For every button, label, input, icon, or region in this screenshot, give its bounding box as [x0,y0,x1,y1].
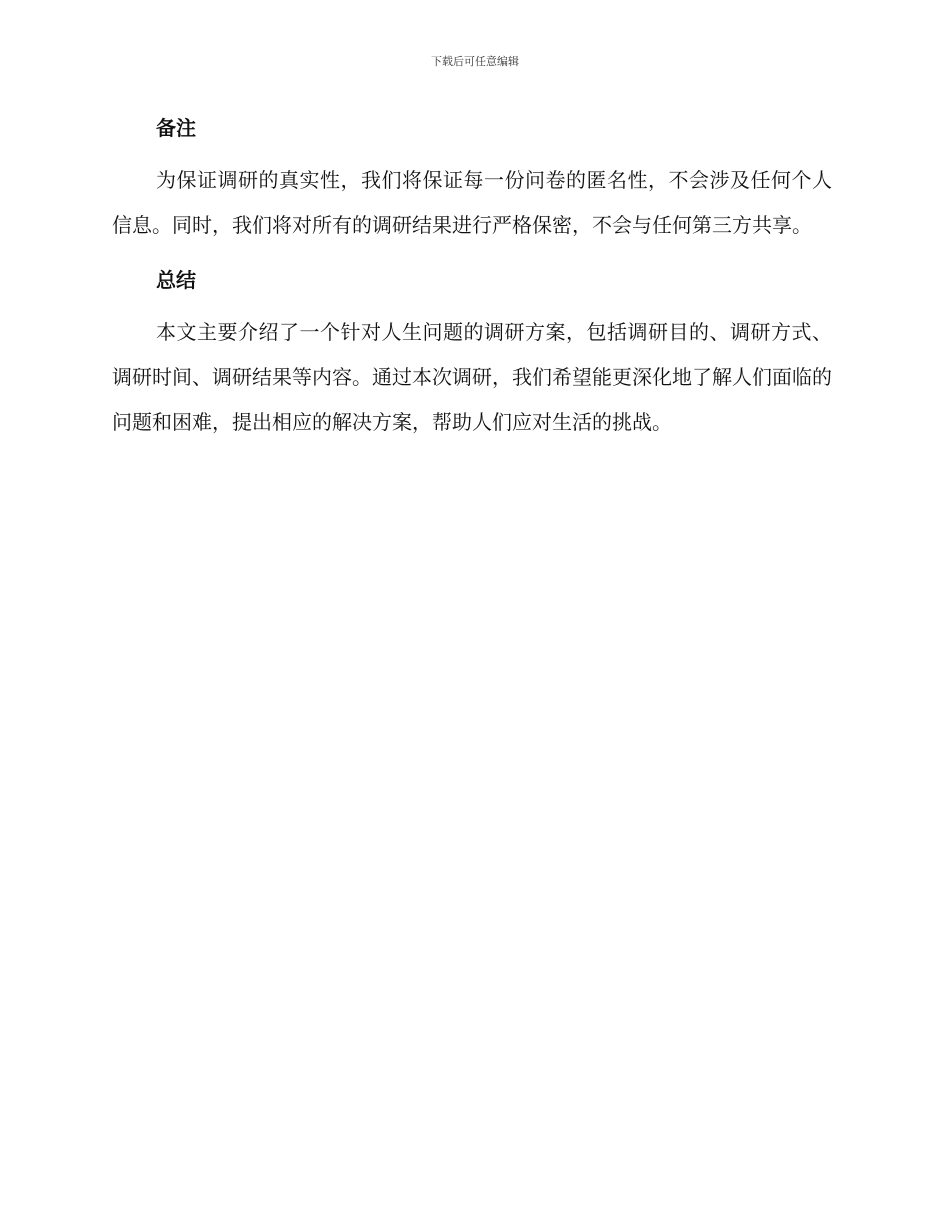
page-header: 下载后可任意编辑 [431,55,519,68]
section-notes [112,110,832,248]
section-summary [112,262,832,445]
section-heading-notes: 备注 [156,116,196,140]
section-paragraph-notes: 为保证调研的真实性，我们将保证每一份问卷的匿名性，不会涉及任何个人信息。同时，我们将对所有的调研结果进行严格保密，不会与任何第三方共享。 [112,168,832,237]
section-paragraph-summary: 本文主要介绍了一个针对人生问题的调研方案，包括调研目的、调研方式、调研时间、调研结果等内容。通过本次调研，我们希望能更深化地了解人们面临的问题和困难，提出相应的解决方案，帮助人们应对生活的挑战。 [112,320,832,434]
section-heading-summary: 总结 [156,268,196,292]
document-body [112,110,832,459]
